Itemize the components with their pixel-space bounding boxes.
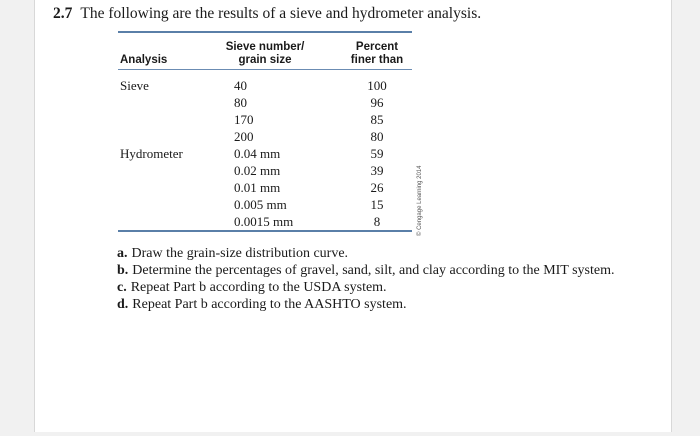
part-item [117, 297, 615, 313]
percent-finer-cell: 80 [370, 129, 384, 144]
part-item [117, 263, 615, 279]
percent-finer-cell: 8 [373, 214, 381, 229]
sieve-size-cell: 0.0015 mm [234, 214, 294, 229]
problem-parts [117, 246, 615, 314]
sieve-size-cell: 170 [234, 112, 254, 127]
part-item [117, 246, 615, 262]
header-sieve-number [218, 41, 312, 67]
sieve-size-cell: 0.04 mm [234, 146, 281, 161]
problem-statement: The following are the results of a sieve and hydrometer analysis. [80, 5, 482, 22]
problem-header [53, 5, 481, 23]
group-label-hydrometer: Hydrometer [120, 146, 183, 161]
percent-finer-cell: 26 [370, 180, 384, 195]
header-analysis: Analysis [120, 54, 168, 66]
percent-finer-cell: 100 [367, 78, 387, 93]
table-header-rule [118, 69, 412, 70]
part-text: Repeat Part b according to the USDA system. [130, 280, 387, 295]
header-sieve-line2: grain size [238, 54, 292, 66]
sieve-size-cell: 0.01 mm [234, 180, 281, 195]
sieve-size-cell: 200 [234, 129, 254, 144]
problem-number: 2.7 [53, 5, 73, 22]
group-label-sieve: Sieve [120, 78, 149, 93]
part-letter: b. [117, 263, 129, 278]
part-letter: d. [117, 297, 129, 312]
table-top-rule [118, 31, 412, 33]
part-text: Repeat Part b according to the AASHTO system. [132, 297, 407, 312]
part-text: Draw the grain-size distribution curve. [131, 246, 349, 261]
part-letter: c. [117, 280, 127, 295]
header-percent-line2: finer than [350, 54, 404, 66]
part-item [117, 280, 615, 296]
percent-finer-column [360, 78, 394, 231]
header-sieve-line1: Sieve number/ [225, 41, 305, 53]
sieve-size-cell: 40 [234, 78, 247, 93]
part-text: Determine the percentages of gravel, sand, silt, and clay according to the MIT system. [132, 263, 615, 278]
header-percent-finer [340, 41, 414, 67]
sieve-size-cell: 80 [234, 95, 247, 110]
sieve-size-cell: 0.005 mm [234, 197, 287, 212]
percent-finer-cell: 39 [370, 163, 384, 178]
percent-finer-cell: 59 [370, 146, 384, 161]
percent-finer-cell: 15 [370, 197, 384, 212]
percent-finer-cell: 96 [370, 95, 384, 110]
part-letter: a. [117, 246, 128, 261]
sieve-size-cell: 0.02 mm [234, 163, 281, 178]
copyright-credit: © Cengage Learning 2014 [417, 165, 423, 236]
header-percent-line1: Percent [355, 41, 399, 53]
sieve-size-column [234, 78, 293, 231]
percent-finer-cell: 85 [370, 112, 384, 127]
